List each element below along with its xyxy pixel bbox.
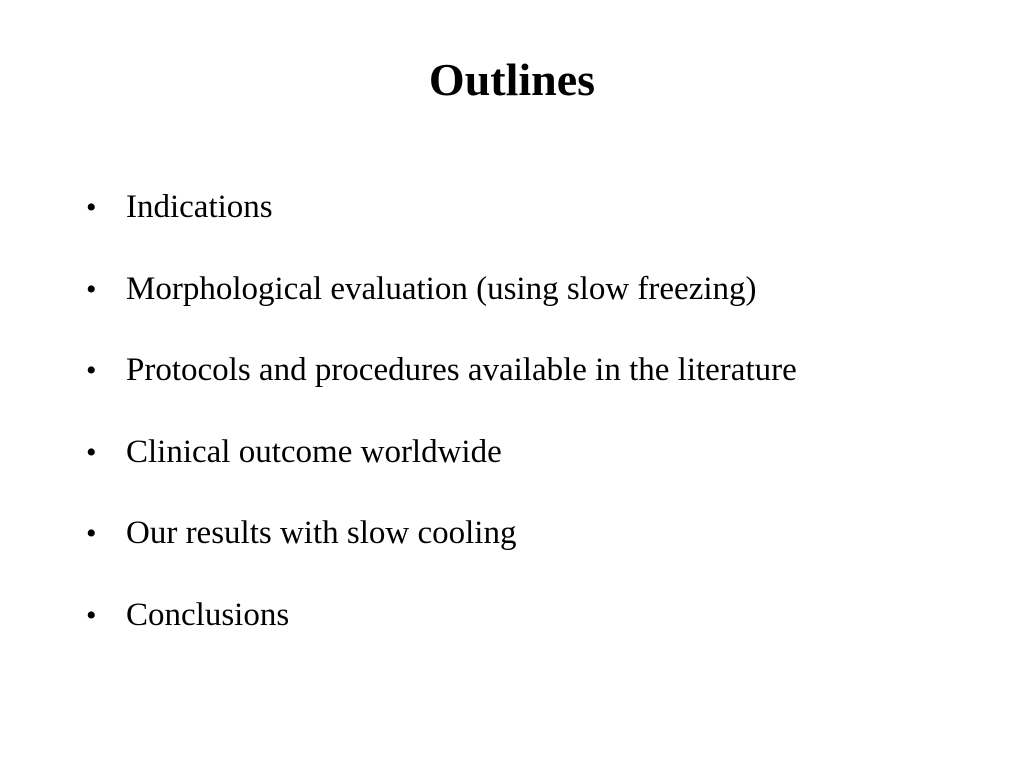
list-item	[86, 592, 797, 674]
list-item-text: Conclusions	[126, 596, 290, 633]
list-item	[86, 266, 797, 348]
list-item-text: Morphological evaluation (using slow freezing)	[126, 270, 757, 307]
bullet-icon: •	[86, 598, 97, 632]
slide-title: Outlines	[428, 54, 596, 105]
bullet-list	[86, 184, 797, 673]
bullet-icon: •	[86, 435, 97, 469]
list-item	[86, 347, 797, 429]
bullet-icon: •	[86, 272, 97, 306]
bullet-icon: •	[86, 354, 97, 387]
list-item-text: Clinical outcome worldwide	[126, 433, 502, 470]
list-item	[86, 429, 797, 511]
list-item-text: Protocols and procedures available in the literature	[126, 352, 797, 388]
bullet-icon: •	[86, 191, 97, 224]
list-item-text: Our results with slow cooling	[126, 515, 517, 551]
bullet-icon: •	[86, 517, 97, 550]
list-item-text: Indications	[126, 189, 273, 225]
list-item	[86, 510, 797, 592]
list-item	[86, 184, 797, 266]
